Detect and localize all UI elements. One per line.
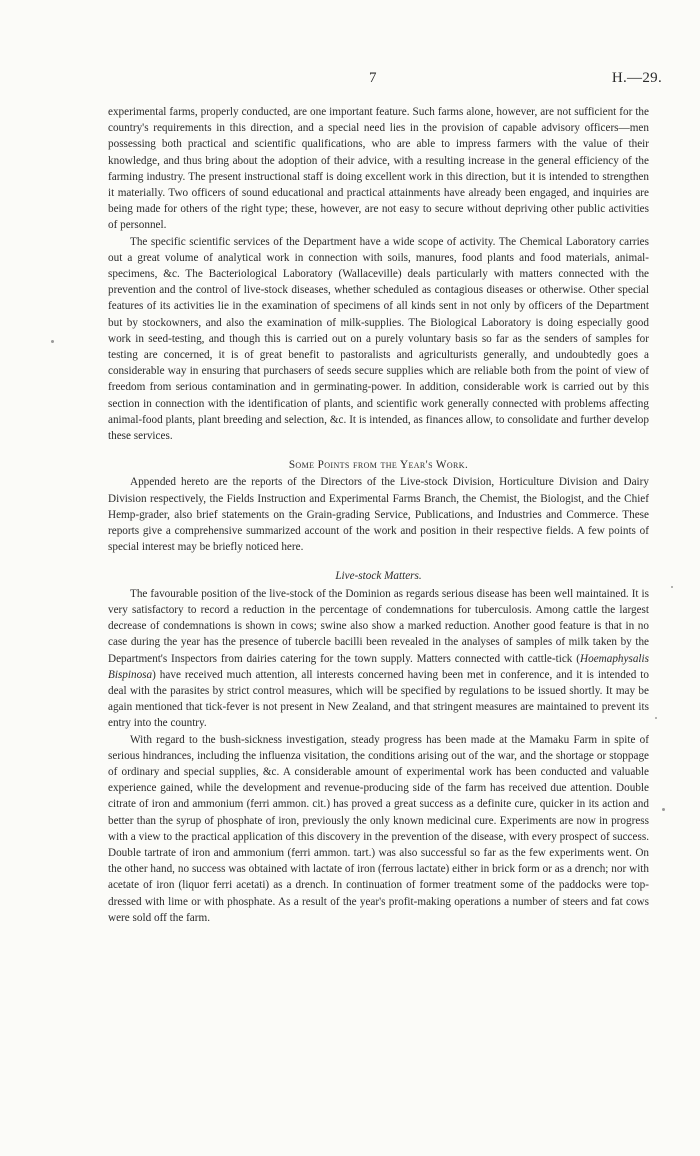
paragraph-scientific-services: The specific scientific services of the Department have a wide scope of activity. The Chemical Laboratory carries out a great volume of analytical work in connection with soils, manures, food plants and food materials, animal-specimens, &c. The Bacteriological Laboratory (Wallaceville) deals particularly with matters connected with the prevention and the control of live-stock diseases, whether scheduled as contagious diseases or otherwise. Other special features of its activities lie in the examination of specimens of all kinds sent in not only by officers of the Department but by stockowners, and also the examination of milk-supplies. The Biological Laboratory is doing especially good work in seed-testing, and though this is carried out on a purely voluntary basis so far as the senders of samples for testing are concerned, it is of great benefit to pastoralists and agriculturists generally, and undoubtedly goes a considerable way in ensuring that purchasers of seeds secure supplies which are reliable both from the point of view of freedom from serious contamination and in germinating-power. In addition, considerable work is carried out by this section in connection with the identification of plants, and scientific work generally connected with problems affecting animal-food plants, plant breeding and selection, &c. It is intended, as finances allow, to consolidate and further develop these services. xyxy=(108,235,649,443)
scan-speck xyxy=(671,586,673,588)
scan-speck xyxy=(655,717,657,719)
document-reference: H.—29. xyxy=(611,70,662,86)
scan-speck xyxy=(51,340,54,343)
livestock-text-end: ) have received much attention, all interests concerned having been met in conference, and it is intended to deal with the parasites by strict control measures, which will be specified by regulations to be issued shortly. It may be again mentioned that tick-fever is not present in New Zealand, and that stringent measures are maintained to prevent its entry into the country. xyxy=(108,668,649,730)
paragraph-livestock-disease xyxy=(108,586,649,732)
livestock-text-start: The favourable position of the live-stock of the Dominion as regards serious disease has been well maintained. It is very satisfactory to record a reduction in the percentage of condemnations for tuberculosis. Among cattle the largest decrease of condemnations is shown in cows; swine also show a marked reduction. Another good feature is that in no case during the year has the presence of tubercle bacilli been revealed in the analyses of samples of milk taken by the Department's Inspectors from dairies catering for the town supply. Matters connected with cattle-tick ( xyxy=(108,587,649,665)
document-body xyxy=(108,104,649,926)
paragraph-bush-sickness: With regard to the bush-sickness investigation, steady progress has been made at the Mamaku Farm in spite of serious hindrances, including the influenza visitation, the conditions arising out of the war, and the shortage or stoppage of ordinary and special supplies, &c. A considerable amount of experimental work has been conducted and valuable experience gained, while the development and revenue-producing side of the farm has received due attention. Double citrate of iron and ammonium (ferri ammon. cit.) has proved a great success as a definite cure, quicker in its action and better than the syrup of phosphate of iron, previously the only known medicinal cure. Experiments are now in progress with a view to the practical application of this discovery in the prevention of the disease, with every prospect of success. Double tartrate of iron and ammonium (ferri ammon. tart.) was also successful so far as the few experiments went. On the other hand, no success was obtained with lactate of iron (ferrous lactate) either in brick form or as a drench; nor with acetate of iron (liquor ferri acetati) as a drench. In continuation of former treatment some of the paddocks were top-dressed with lime or with phosphate. As a result of the year's profit-making operations a number of steers and fat cows were sold off the farm. xyxy=(108,733,649,924)
paragraph-appended-reports: Appended hereto are the reports of the Directors of the Live-stock Division, Horticulture Division and Dairy Division respectively, the Fields Instruction and Experimental Farms Branch, the Chemist, the Biologist, and the Chief Hemp-grader, also brief statements on the Grain-grading Service, Publications, and Industries and Commerce. These reports give a comprehensive summarized account of the work and position in their respective fields. A few points of special interest may be briefly noticed here. xyxy=(108,476,649,554)
page-number: 7 xyxy=(369,70,377,86)
species-name: Hoemaphysalis Bispinosa xyxy=(108,652,649,681)
scan-speck xyxy=(662,808,665,811)
paragraph-advisory-officers: experimental farms, properly conducted, are one important feature. Such farms alone, however, are not sufficient for the country's requirements in this direction, and a special need lies in the provision of capable advisory officers—men possessing both practical and scientific qualifications, who are able to impress farmers with the value of their knowledge, and thus bring about the adoption of their advice, with a resulting increase in the general efficiency of the farming industry. The present instructional staff is doing excellent work in this direction, but it is intended to strengthen it materially. Two officers of sound educational and practical attainments have already been engaged, and inquiries are being made for others of the right type; these, however, are not easy to secure without depriving other public activities of personnel. xyxy=(108,106,649,232)
section-heading: Some Points from the Year's Work. xyxy=(288,459,469,472)
subsection-heading: Live-stock Matters. xyxy=(335,570,422,583)
